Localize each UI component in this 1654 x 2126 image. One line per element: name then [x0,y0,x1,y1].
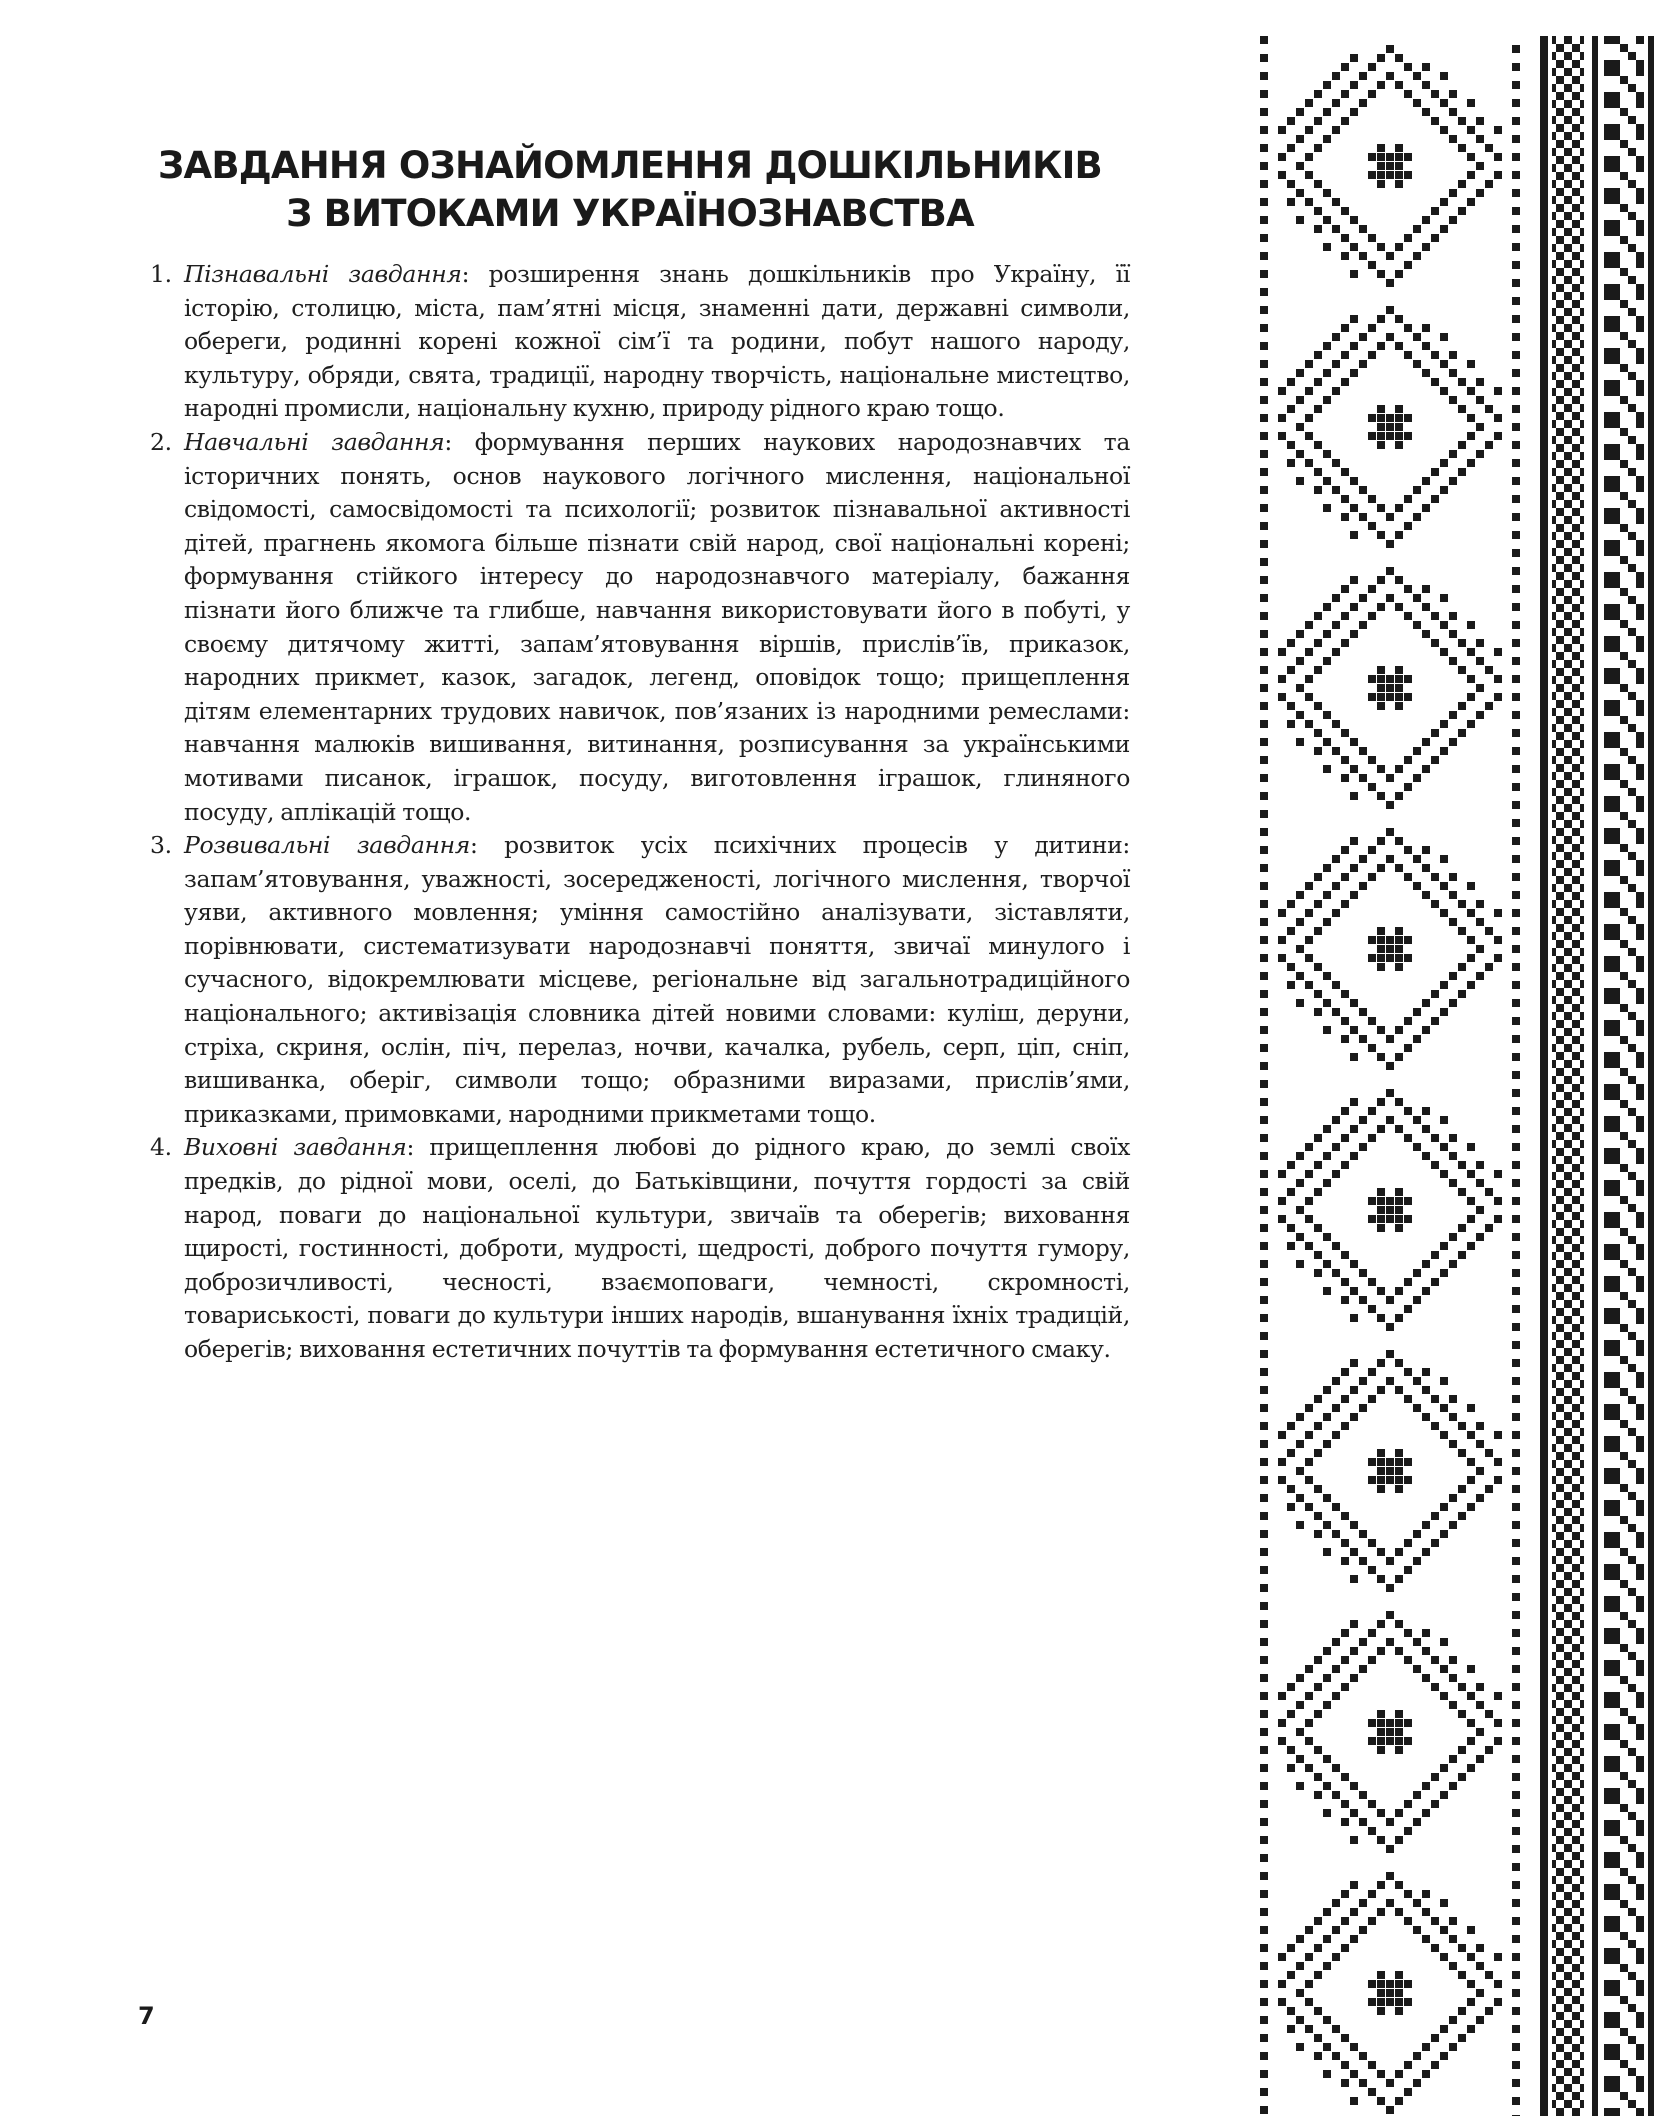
task-title: Пізнавальні завдання [184,260,462,288]
task-title: Навчальні завдання [184,427,445,456]
task-title: Розвивальні завдання [184,831,470,860]
task-number: 2. [150,427,172,456]
task-item-cognitive [150,258,1130,426]
page-title-line-1: ЗАВДАННЯ ОЗНАЙОМЛЕННЯ ДОШКІЛЬНИКІВ [158,144,1102,187]
task-item-developmental [150,829,1130,1131]
task-number: 1. [150,260,172,288]
task-list [150,258,1130,1367]
embroidery-main-band [1260,36,1520,2116]
page-number: 7 [138,2002,155,2030]
task-item-upbringing [150,1131,1130,1366]
task-item-educational [150,426,1130,829]
task-number: 3. [150,831,172,860]
task-text: : прищеплення любові до рідного краю, до землі своїх предків, до рідної мови, оселі, до Батьківщини, почуття гордості за свій народ, поваги до національної культури, звичаїв та оберегів; виховання щирості, гостинності, доброти, мудрості, щедрості, доброго почуття гумору, доброзичливості, чесності, взаємоповаги, чемності, скромності, товариськості, поваги до культури інших народів, вшанування їхніх традицій, оберегів; виховання естетичних почуттів та формування естетичного смаку. [184,1133,1130,1363]
page-title-line-2: З ВИТОКАМИ УКРАЇНОЗНАВСТВА [286,192,974,235]
task-text: : формування перших наукових народознавчих та історичних понять, основ наукового логічного мислення, національної свідомості, самосвідомості та психології; розвиток пізнавальної активності дітей, прагнень якомога більше пізнати свій народ, свої національні корені; формування стійкого інтересу до народознавчого матеріалу, бажання пізнати його ближче та глибше, навчання використовувати його в побуті, у своєму дитячому житті, запам’ятовування віршів, прислів’їв, приказок, народних прикмет, казок, загадок, легенд, оповідок тощо; прищеплення дітям елементарних трудових навичок, пов’язаних із народними ремеслами: навчання малюків вишивання, витинання, розписування за українськими мотивами писанок, іграшок, посуду, виготовлення іграшок, глиняного посуду, аплікацій тощо. [184,427,1130,826]
embroidery-side-band [1540,36,1654,2116]
page-title [150,142,1110,238]
task-text: : розширення знань дошкільників про Україну, її історію, столицю, міста, пам’ятні місця, знаменні дати, державні символи, обереги, родинні корені кожної сім’ї та родини, побут нашого народу, культуру, обряди, свята, традиції, народну творчість, національне мистецтво, народні промисли, національну кухню, природу рідного краю тощо. [184,260,1131,423]
task-number: 4. [150,1133,172,1162]
task-title: Виховні завдання [184,1133,407,1162]
embroidery-ornament [1260,36,1654,2116]
task-text: : розвиток усіх психічних процесів у дитини: запам’ятовування, уважності, зосередженості, логічного мислення, творчої уяви, активного мовлення; уміння самостійно аналізувати, зіставляти, порівнювати, систематизувати народознавчі поняття, звичаї минулого і сучасного, відокремлювати місцеве, регіональне від загальнотрадиційного національного; активізація словника дітей новими словами: куліш, деруни, стріха, скриня, ослін, піч, перелаз, ночви, качалка, рубель, серп, ціп, сніп, вишиванка, оберіг, символи тощо; образними виразами, прислів’ями, приказками, примовками, народними прикметами тощо. [184,831,1130,1128]
